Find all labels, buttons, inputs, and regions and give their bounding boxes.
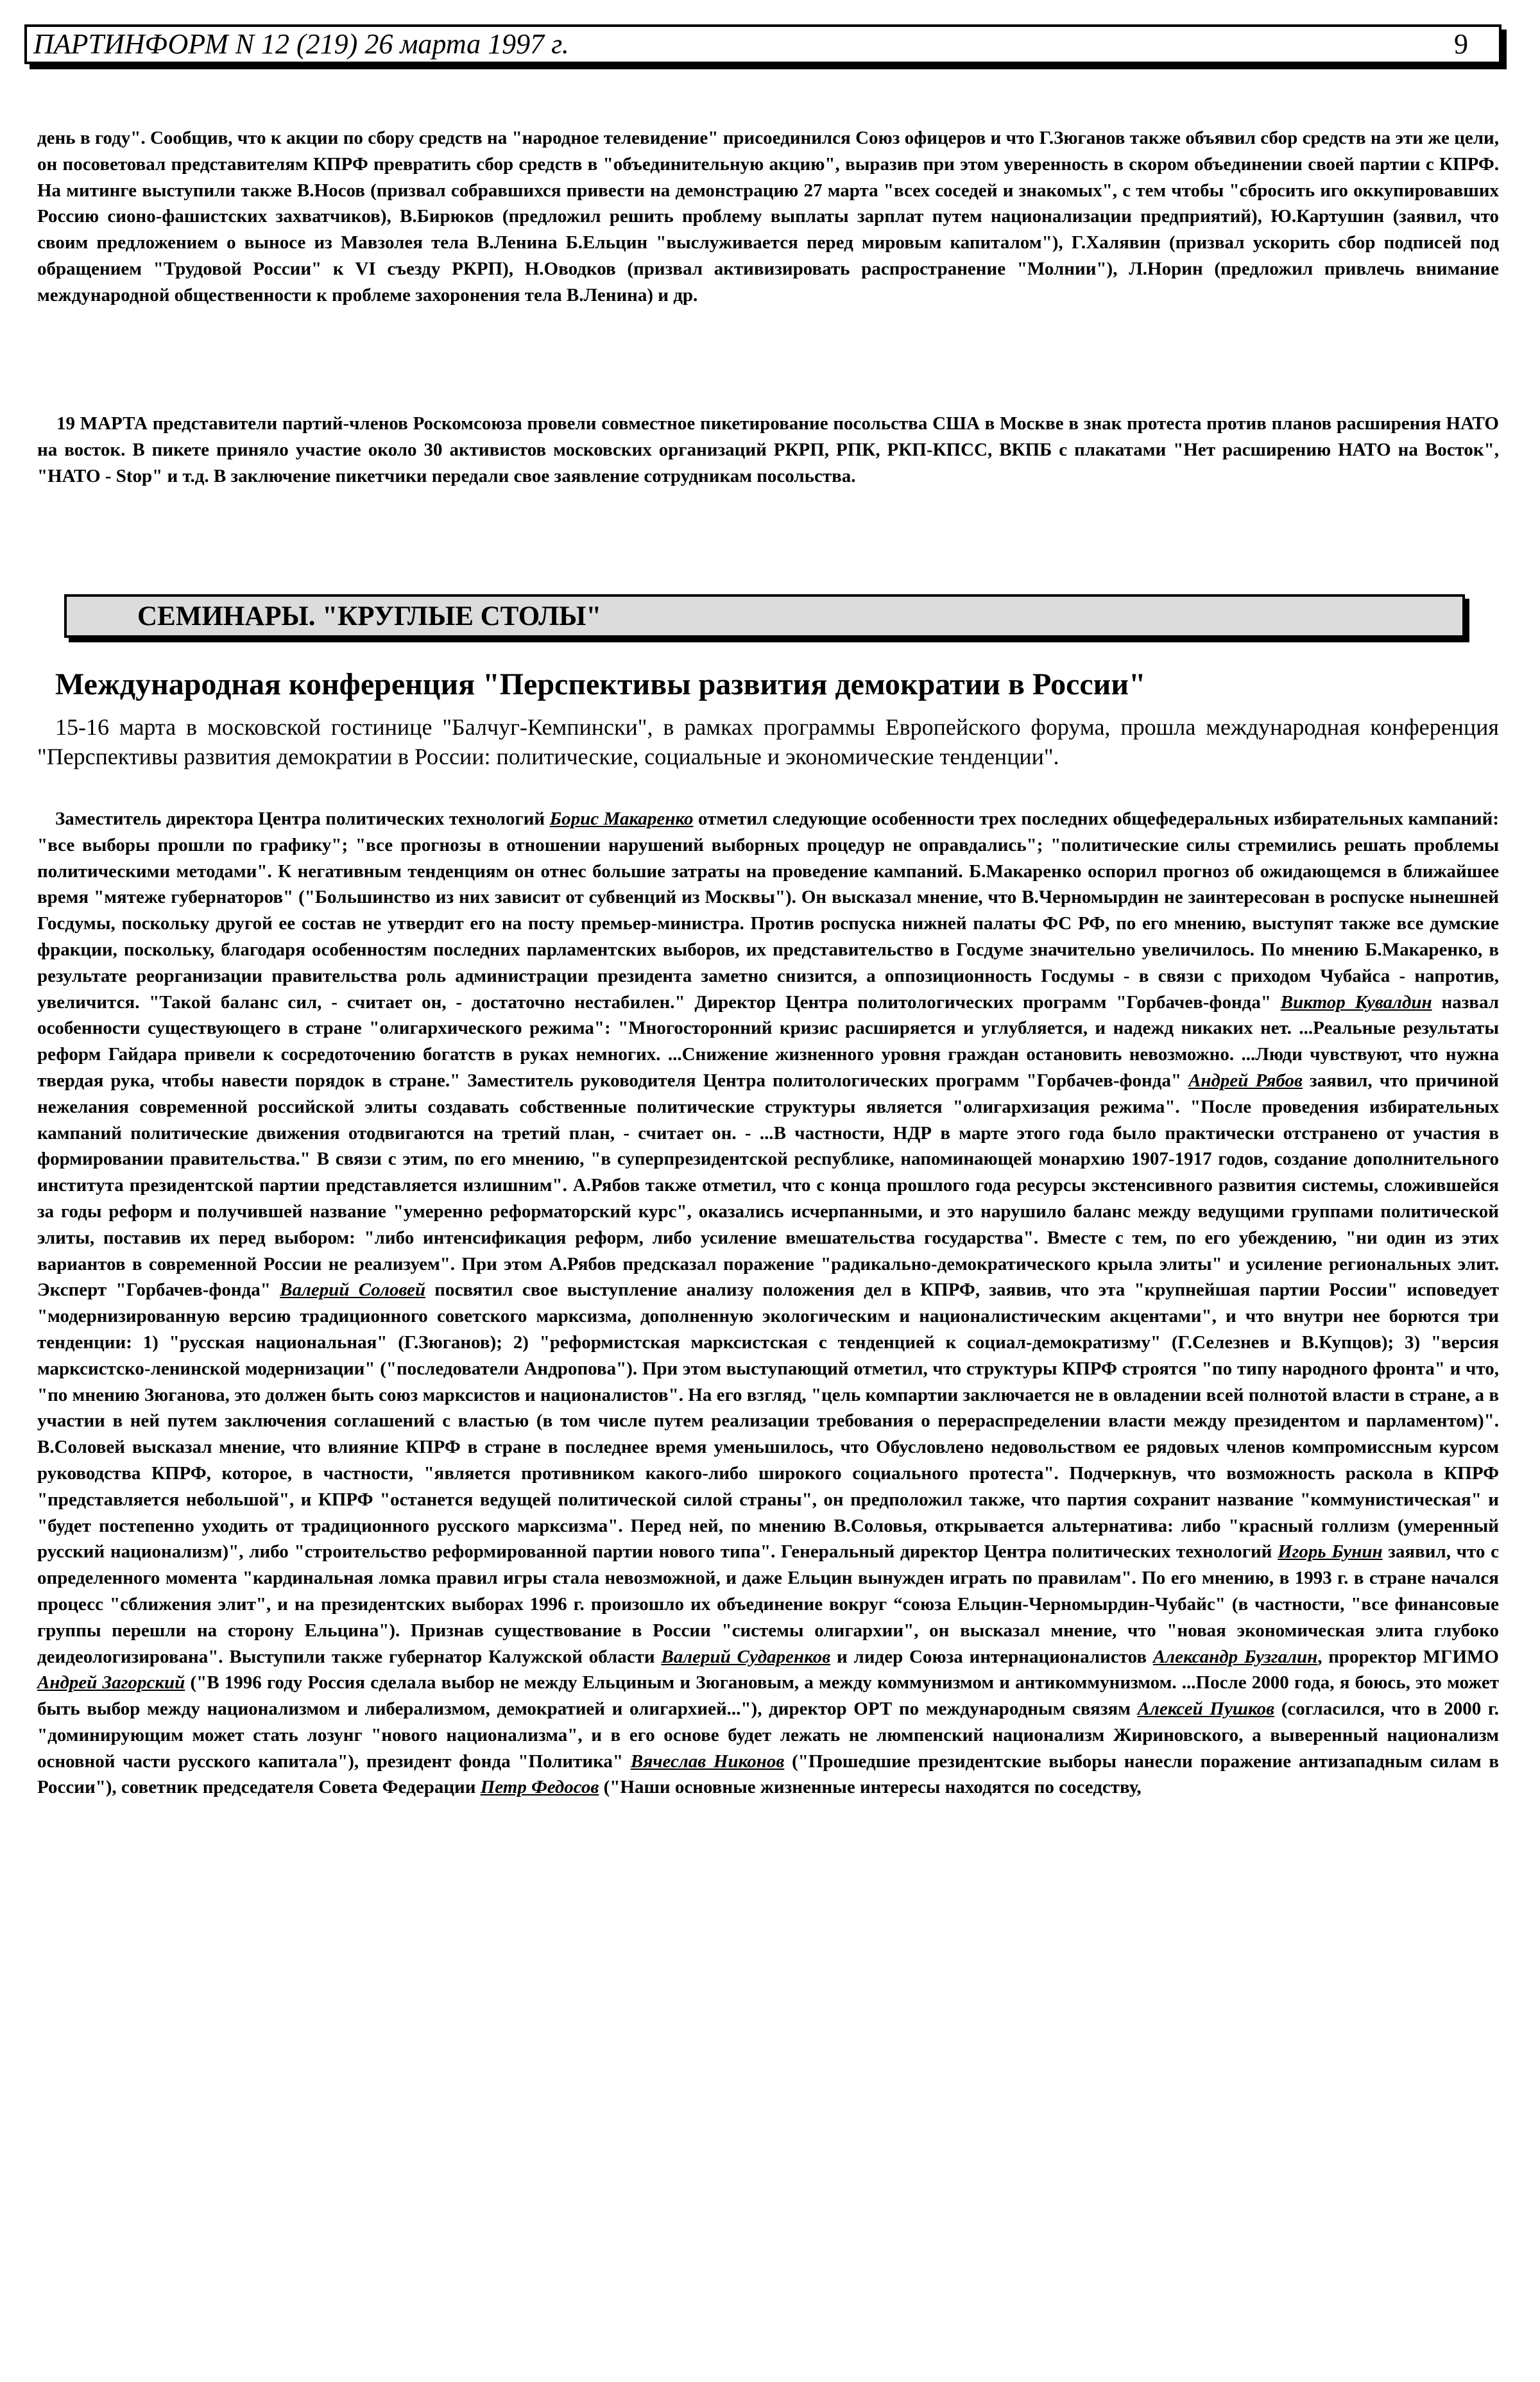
page-number: 9 <box>1454 28 1468 60</box>
text-segment: посвятил свое выступление анализу положения дел в КПРФ, заявив, что эта "крупнейшая партии России" исповедует "модернизированную версию традиционного советского марксизма, дополненную экологическим и националистическим акцентами", и что внутри нее борются три тенденции: 1) "русская национальная" (Г.Зюганов); 2) "реформистская марксистская с тенденцией к социал-демократизму" (Г.Селезнев и В.Купцов); 3) "версия марксистско-ленинской модернизации" ("последователи Андропова"). При этом выступающий отметил, что структуры КПРФ строятся "по типу народного фронта" и что, "по мнению Зюганова, это должен быть союз марксистов и националистов". На его взгляд, "цель компартии заключается не в овладении всей полнотой власти в стране, а в участии в ней путем заключения соглашений с властью (в том числе путем реализации требования о перераспределении власти между президентом и парламентом)". В.Соловей высказал мнение, что влияние КПРФ в стране в последнее время уменьшилось, что Обусловлено недовольством ее рядовых членов компромиссным курсом руководства КПРФ, которое, в частности, "является противником какого-либо широкого социального протеста". Подчеркнув, что возможность раскола в КПРФ "представляется небольшой", и КПРФ "останется ведущей политической силой страны", он предположил также, что партия сохранит название "коммунистическая" и "будет постепенно уходить от традиционного русского марксизма". Перед ней, по мнению В.Соловья, открывается альтернатива: либо "красный голлизм (умеренный русский национализм)", либо "строительство реформированной партии нового типа". Генеральный директор Центра политических технологий <box>37 1280 1499 1563</box>
text-segment: ("Прошедшие президентские выборы нанесли поражение антизападным силам в России"), советник председателя Совета Федерации <box>37 1751 1500 1798</box>
text-segment: , проректор МГИМО <box>1317 1646 1499 1667</box>
person-name: Валерий Соловей <box>280 1280 426 1301</box>
text-segment: ("В 1996 году Россия сделала выбор не между Ельциным и Зюгановым, а между коммунизмом и антикоммунизмом. ...После 2000 года, я боюсь, это может быть выбор между национализмом и либерализмом, демократией и олигархией..."), директор ОРТ по международным связям <box>37 1672 1499 1720</box>
person-name: Алексей Пушков <box>1137 1699 1275 1720</box>
section-banner <box>64 594 1465 638</box>
person-name: Александр Бузгалин <box>1152 1646 1318 1667</box>
publication-title: ПАРТИНФОРМ N 12 (219) 26 марта 1997 г. <box>33 28 569 60</box>
text-segment: (согласился, что в 2000 г. "доминирующим может стать лозунг "нового национализма", и в его основе будет лежать не люмпенский национализм Жириновского, а вывеpенный национализм основной части русского капитала"), президент фонда "Политика" <box>37 1699 1499 1772</box>
article-title: Международная конференция "Перспективы развития демократии в России" <box>55 667 1146 701</box>
section-title: СЕМИНАРЫ. "КРУГЛЫЕ СТОЛЫ" <box>137 601 602 631</box>
person-name: Борис Макаренко <box>549 809 694 829</box>
text-segment: заявил, что причиной нежелания современной российской элиты создавать собственные политические структуры является "олигархизация режима". "После проведения избирательных кампаний политические движения отодвигаются на третий план, - считает он. - ...В частности, НДР в марте этого года было практически отстранено от участия в формировании правительства." В связи с этим, по его мнению, "в суперпрезидентской республике, напоминающей монархию 1907-1917 годов, создание дополнительного института президентской партии представляется излишним". А.Рябов также отметил, что с конца прошлого года ресурсы экстенсивного развития системы, сложившейся за годы реформ и получившей название "умеренно реформаторский курс", оказались исчерпанными, и это нарушило баланс между ведущими группами политической элиты, поставив их перед выбором: "либо интенсификация реформ, либо усиление вмешательства государства". Вместе с тем, по его убеждению, "ни один из этих вариантов в современной России не реализуем". При этом А.Рябов предсказал поражение "радикально-демократического крыла элиты" и усиление региональных элит. Эксперт "Горбачев-фонда" <box>37 1070 1499 1301</box>
text-segment: отметил следующие особенности трех последних общефедеральных избирательных кампаний: "все выборы прошли по графику"; "все прогнозы в отношении нарушений выборных процедур не оправдались"; "политические силы стремились решать проблемы политическими методами". К негативным тенденциям он отнес большие затраты на проведение кампаний. Б.Макаренко оспорил прогноз об ожидающемся в ближайшее время "мятеже губернаторов" ("Большинство из них зависит от субвенций из Москвы"). Он высказал мнение, что В.Черномырдин не заинтересован в роспуске нынешней Госдумы, поскольку другой ее состав не утвердит его на посту премьер-министра. Против роспуска нижней палаты ФС РФ, по его мнению, выступят также все думские фракции, поскольку, благодаря особенностям последних парламентских выборов, их представительство в Госдуме значительно увеличилось. По мнению Б.Макаренко, в результате реорганизации правительства роль администрации президента заметно снизится, а оппозиционность Госдумы - в связи с приходом Чубайса - напротив, увеличится. "Такой баланс сил, - считает он, - достаточно нестабилен." Директор Центра политологических программ "Горбачев-фонда" <box>37 809 1499 1013</box>
person-name: Вячеслав Никонов <box>630 1751 785 1772</box>
article-body <box>37 806 1499 1801</box>
person-name: Андрей Рябов <box>1188 1070 1303 1091</box>
paragraph-picket: 19 МАРТА представители партий-членов Роскомсоюза провели совместное пикетирование посольства США в Москве в знак протеста против планов расширения НАТО на восток. В пикете приняло участие около 30 активистов московских организаций РКРП, РПК, РКП-КПСС, ВКПБ с плакатами "Нет расширению НАТО на Восток", "НАТО - Stop" и т.д. В заключение пикетчики передали свое заявление сотрудникам посольства. <box>37 413 1499 486</box>
person-name: Валерий Сударенков <box>661 1646 831 1667</box>
text-segment: и лидер Союза интернационалистов <box>830 1646 1153 1667</box>
text-segment: заявил, что с определенного момента "кардинальная ломка правил игры стала невозможной, и даже Ельцин вынужден играть по правилам". По его мнению, в 1993 г. в стране начался процесс "сближения элит", и на президентских выборах 1996 г. произошло их объединение вокруг “союза Ельцин-Черномырдин-Чубайс" (в частности, "все финансовые группы перешли на сторону Ельцина"). Признав существование в России "системы олигархии", он высказал мнение, что "новая экономическая элита глубоко деидеологизирована". Выступили также губернатор Калужской области <box>37 1541 1500 1667</box>
page-header <box>24 24 1502 64</box>
person-name: Виктор Кувалдин <box>1280 991 1432 1013</box>
text-segment: Заместитель директора Центра политических технологий <box>55 809 550 829</box>
person-name: Петр Федосов <box>480 1777 599 1798</box>
person-name: Игорь Бунин <box>1278 1541 1383 1563</box>
text-segment: ("Наши основные жизненные интересы находятся по соседству, <box>599 1777 1142 1798</box>
article-lead: 15-16 марта в московской гостинице "Балчуг-Кемпински", в рамках программы Европейского форума, прошла международная конференция "Перспективы развития демократии в России: политические, социальные и экономические тенденции". <box>37 714 1499 769</box>
paragraph-rally: день в году". Сообщив, что к акции по сбору средств на "народное телевидение" присоединился Союз офицеров и что Г.Зюганов также объявил сбор средств на эти же цели, он посоветовал представителям КПРФ превратить сбор средств в "объединительную акцию", выразив при этом уверенность в скором объединении своей партии с КПРФ. На митинге выступили также В.Носов (призвал собравшихся привести на демонстрацию 27 марта "всех соседей и знакомых", с тем чтобы "сбросить иго оккупировавших Россию сионо-фашистских захватчиков), В.Бирюков (предложил решить проблему выплаты зарплат путем национализации предприятий), Ю.Картушин (заявил, что своим предложением о выносе из Мавзолея тела В.Ленина Б.Ельцин "выслуживается перед мировым капиталом"), Г.Халявин (призвал ускорить сбор подписей под обращением "Трудовой России" к VI съезду РКРП), Н.Оводков (призвал активизировать распространение "Молнии"), Л.Норин (предложил привлечь внимание международной общественности к проблеме захоронения тела В.Ленина) и др. <box>37 128 1499 305</box>
person-name: Андрей Загорский <box>37 1672 185 1693</box>
text-segment: назвал особенности существующего в стране "олигархического режима": "Многосторонний кризис расширяется и углубляется, и надежд никаких нет. ...Реальные результаты реформ Гайдара привели к сосредоточению богатств в руках немногих. ...Снижение жизненного уровня граждан остановить невозможно. ...Люди чувствуют, что нужна твердая рука, чтобы навести порядок в стране." Заместитель руководителя Центра политологических программ "Горбачев-фонда" <box>37 991 1499 1091</box>
